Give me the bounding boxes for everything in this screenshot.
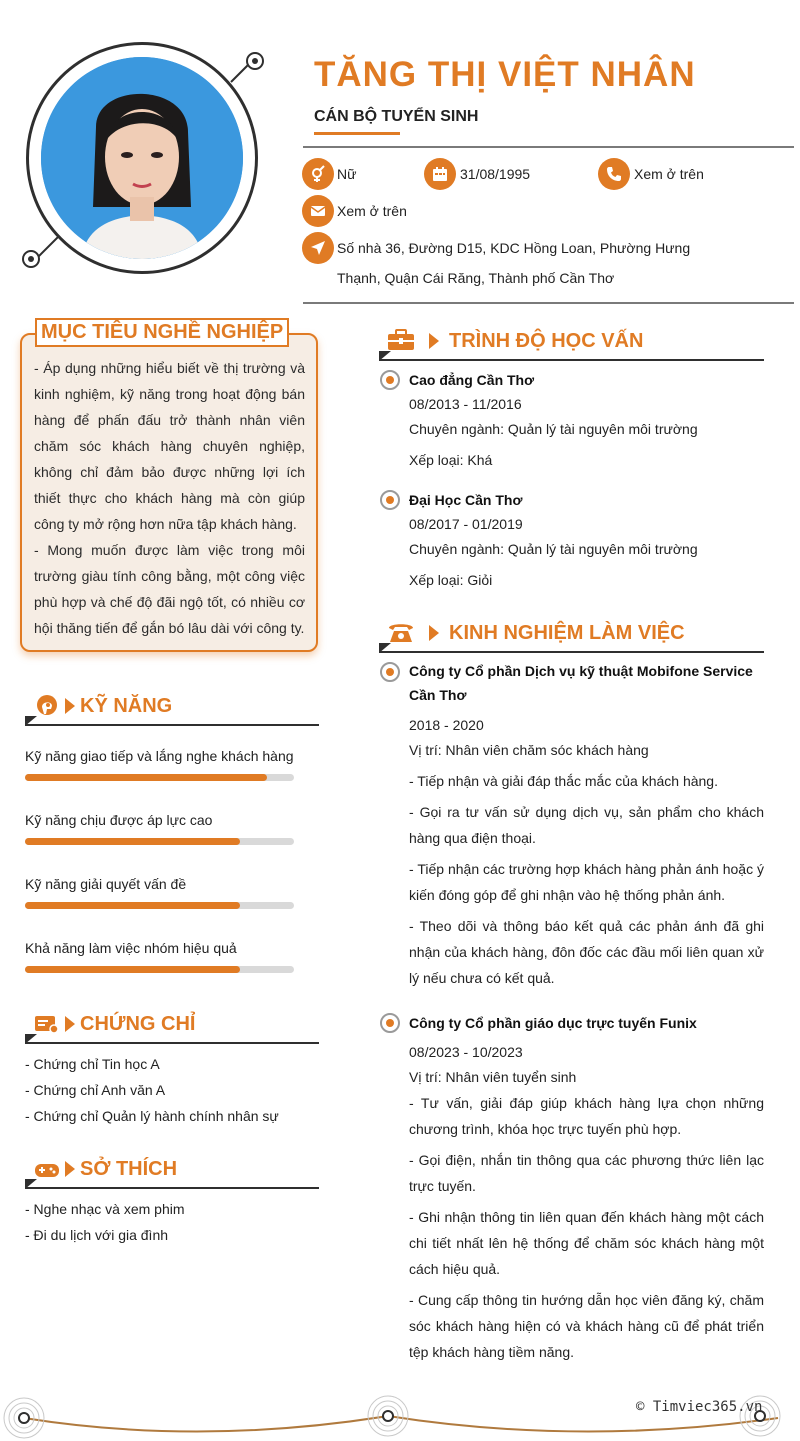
skill-name: Khả năng làm việc nhóm hiệu quả: [25, 940, 237, 956]
edu-period: 08/2017 - 01/2019: [409, 516, 523, 532]
skill-bar: [25, 966, 294, 973]
certificate-item: - Chứng chỉ Anh văn A: [25, 1082, 166, 1098]
address-line: Thạnh, Quận Cái Răng, Thành phố Cần Thơ: [337, 270, 615, 286]
job-duty: - Cung cấp thông tin hướng dẫn học viên đăng ký, chăm sóc khách hàng hiện có và khách hàng cũ để phát triển tệp khách hàng tiềm năng.: [409, 1292, 764, 1360]
job-period: 08/2023 - 10/2023: [409, 1044, 523, 1060]
divider: [379, 359, 764, 361]
phone-icon: [598, 158, 630, 190]
arrow-icon: [65, 698, 75, 714]
decor-dot-icon: [22, 250, 40, 268]
address-line: Số nhà 36, Đường D15, KDC Hồng Loan, Phường Hưng: [337, 240, 691, 256]
birthday-value: 31/08/1995: [460, 166, 531, 182]
email-value[interactable]: Xem ở trên: [337, 203, 407, 219]
certificates-title: CHỨNG CHỈ: [80, 1013, 196, 1035]
school-name: Đại Học Cần Thơ: [409, 492, 523, 508]
brain-icon: [33, 694, 61, 718]
job-duty: - Gọi ra tư vấn sử dụng dịch vụ, sản phẩm cho khách hàng qua điện thoại.: [409, 804, 764, 846]
timeline-dot-icon: [380, 662, 400, 682]
edu-grade: Xếp loại: Khá: [409, 452, 493, 468]
skill-bar-fill: [25, 966, 240, 973]
job-period: 2018 - 2020: [409, 717, 484, 733]
skill-name: Kỹ năng chịu được áp lực cao: [25, 812, 213, 828]
divider: [314, 132, 400, 135]
job-duty: - Gọi điện, nhắn tin thông qua các phương thức liên lạc trực tuyến.: [409, 1152, 764, 1194]
timeline-dot-icon: [380, 490, 400, 510]
edu-major: Chuyên ngành: Quản lý tài nguyên môi trường: [409, 421, 698, 437]
timeline-dot-icon: [380, 1013, 400, 1033]
arrow-icon: [65, 1161, 75, 1177]
divider: [25, 1042, 319, 1044]
candidate-name: TĂNG THỊ VIỆT NHÂN: [314, 55, 696, 94]
skill-bar: [25, 902, 294, 909]
objective-paragraph: - Mong muốn được làm việc trong môi trường giàu tính công bằng, một công việc phù hợp và chế độ đãi ngộ tốt, có nhiều cơ hội thăng tiến để gắn bó lâu dài với công ty.: [34, 542, 305, 636]
email-icon: [302, 195, 334, 227]
gamepad-icon: [33, 1158, 61, 1182]
hobby-item: - Đi du lịch với gia đình: [25, 1227, 169, 1243]
objective-text: [34, 355, 305, 641]
divider: [303, 146, 794, 148]
divider: [303, 302, 794, 304]
arrow-icon: [429, 625, 439, 641]
skill-bar-fill: [25, 902, 240, 909]
phone-value[interactable]: Xem ở trên: [634, 166, 704, 182]
hobby-item: - Nghe nhạc và xem phim: [25, 1201, 185, 1217]
decor-dot-icon: [246, 52, 264, 70]
company-name: Công ty Cổ phần Dịch vụ kỹ thuật Mobifone Service Cần Thơ: [409, 663, 753, 703]
divider: [25, 1187, 319, 1189]
location-icon: [302, 232, 334, 264]
hobbies-title: SỞ THÍCH: [80, 1158, 178, 1180]
school-name: Cao đẳng Cần Thơ: [409, 372, 535, 388]
education-title: TRÌNH ĐỘ HỌC VẤN: [449, 330, 644, 352]
objective-title: MỤC TIÊU NGHỀ NGHIỆP: [35, 318, 289, 347]
divider: [25, 724, 319, 726]
divider: [379, 651, 764, 653]
edu-grade: Xếp loại: Giỏi: [409, 572, 493, 588]
certificate-icon: [33, 1013, 61, 1037]
skill-bar-fill: [25, 838, 240, 845]
arrow-icon: [429, 333, 439, 349]
telephone-icon: [387, 620, 415, 644]
briefcase-icon: [387, 328, 415, 352]
skills-title: KỸ NĂNG: [80, 695, 173, 717]
skill-bar: [25, 838, 294, 845]
arrow-icon: [65, 1016, 75, 1032]
skill-bar-fill: [25, 774, 267, 781]
certificate-item: - Chứng chỉ Quản lý hành chính nhân sự: [25, 1108, 279, 1124]
watermark[interactable]: © Timviec365.vn: [636, 1399, 763, 1415]
skill-name: Kỹ năng giao tiếp và lắng nghe khách hàng: [25, 748, 294, 764]
job-duty: - Tiếp nhận và giải đáp thắc mắc của khách hàng.: [409, 773, 718, 789]
edu-period: 08/2013 - 11/2016: [409, 396, 522, 412]
job-duty: - Tiếp nhận các trường hợp khách hàng phản ánh hoặc ý kiến đóng góp để ghi nhận vào hệ thống phản ánh.: [409, 861, 764, 903]
job-duty: - Theo dõi và thông báo kết quả các phản ánh đã ghi nhận của khách hàng, đôn đốc các đầu mối liên quan xử lý nếu chưa có kết quả.: [409, 918, 764, 986]
experience-title: KINH NGHIỆM LÀM VIỆC: [449, 622, 685, 644]
objective-paragraph: - Áp dụng những hiểu biết về thị trường và kinh nghiệm, kỹ năng trong hoạt động bán hàng để phấn đấu trở thành nhân viên chăm sóc khách hàng chuyên nghiệp, không chỉ đảm bảo được những lợi ích thiết thực cho khách hàng mà còn giúp công ty mở rộng hơn nữa tập khách hàng.: [34, 360, 305, 532]
edu-major: Chuyên ngành: Quản lý tài nguyên môi trường: [409, 541, 698, 557]
job-title: CÁN BỘ TUYỂN SINH: [314, 108, 479, 125]
skill-name: Kỹ năng giải quyết vấn đề: [25, 876, 187, 892]
company-name: Công ty Cổ phần giáo dục trực tuyến Funix: [409, 1015, 697, 1031]
job-position: Vị trí: Nhân viên tuyển sinh: [409, 1069, 577, 1085]
certificate-item: - Chứng chỉ Tin học A: [25, 1056, 160, 1072]
avatar: [41, 57, 243, 259]
job-duty: - Ghi nhận thông tin liên quan đến khách hàng một cách chi tiết nhất lên hệ thống để chăm sóc khách hàng một cách hiệu quả.: [409, 1209, 764, 1277]
skill-bar: [25, 774, 294, 781]
job-position: Vị trí: Nhân viên chăm sóc khách hàng: [409, 742, 649, 758]
calendar-icon: [424, 158, 456, 190]
gender-value: Nữ: [337, 166, 357, 182]
gender-icon: [302, 158, 334, 190]
job-duty: - Tư vấn, giải đáp giúp khách hàng lựa chọn những chương trình, khóa học trực tuyến phù hợp.: [409, 1095, 764, 1137]
timeline-dot-icon: [380, 370, 400, 390]
